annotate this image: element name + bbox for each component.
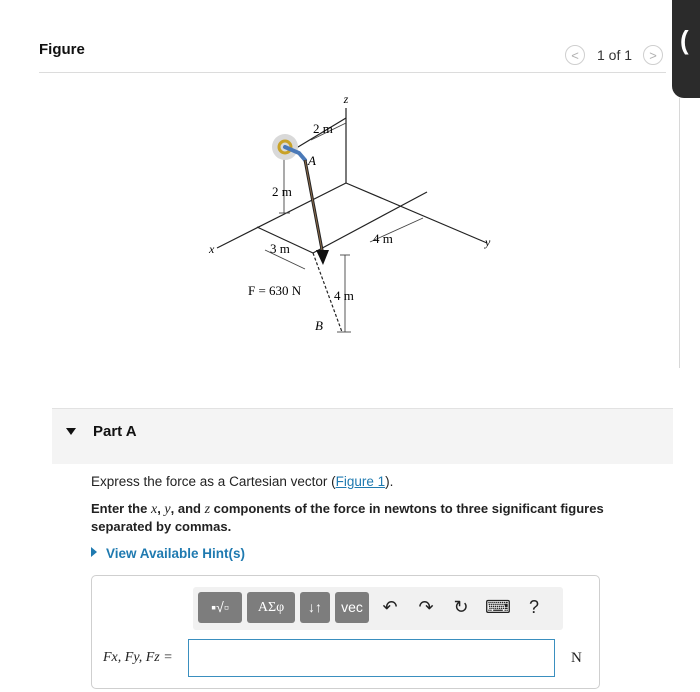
undo-icon[interactable]: ↶ [382, 597, 398, 617]
redo-icon[interactable]: ↷ [418, 597, 434, 617]
z-label: z [343, 92, 349, 106]
dim-3m-label: 3 m [270, 241, 290, 256]
question-prompt [91, 474, 393, 489]
var-y: y [164, 502, 171, 517]
force-figure [195, 90, 505, 340]
force-arrowhead [316, 250, 329, 265]
part-a-label: Part A [93, 423, 137, 440]
collapse-icon: ( [680, 25, 689, 55]
vector-button[interactable]: vec [335, 592, 369, 623]
help-icon[interactable]: ? [528, 597, 539, 617]
collapse-caret-icon[interactable] [66, 428, 76, 435]
figure-pager: 1 of 1 [597, 47, 633, 63]
collapse-panel-tab[interactable] [672, 0, 700, 98]
prompt-end: ). [385, 474, 394, 489]
y-axis [346, 183, 487, 243]
cable-highlight [305, 160, 322, 250]
figure-title: Figure [39, 41, 85, 58]
answer-input[interactable] [188, 639, 555, 677]
chevron-right-icon: > [649, 48, 657, 63]
instr-start: Enter the [91, 501, 151, 516]
prompt-text: Express the force as a Cartesian vector ( [91, 474, 336, 489]
front-right-edge [313, 192, 427, 253]
keyboard-icon[interactable]: ⌨ [485, 597, 511, 617]
point-b-label: B [315, 318, 323, 333]
prev-figure-button[interactable] [565, 45, 585, 65]
y-label: y [485, 235, 491, 249]
x-label: x [209, 242, 215, 256]
var-z: z [204, 502, 211, 517]
reset-icon[interactable]: ↻ [453, 597, 469, 617]
question-instructions [91, 500, 651, 535]
force-label: F = 630 N [248, 283, 302, 298]
answer-unit: N [571, 650, 582, 666]
answer-label: Fx, Fy, Fz = [103, 650, 173, 665]
greek-symbols-button[interactable]: ΑΣφ [247, 592, 295, 623]
chevron-left-icon: < [571, 48, 579, 63]
instr-and: , and [170, 501, 205, 516]
instr-comma: , [157, 501, 165, 516]
dim-4m-vertical-label: 4 m [334, 288, 354, 303]
figure-link[interactable]: Figure 1 [335, 474, 386, 489]
panel-divider [679, 98, 680, 368]
var-x: x [150, 502, 158, 517]
dim-4m-label: 4 m [373, 231, 393, 246]
hint-label: View Available Hint(s) [106, 546, 246, 561]
caret-right-icon [91, 547, 97, 557]
templates-button[interactable]: ▪√▫ [198, 592, 242, 623]
part-a-header[interactable] [52, 408, 673, 464]
point-a-label: A [308, 153, 316, 168]
view-hints-link[interactable] [91, 546, 245, 561]
subscript-button[interactable]: ↓↑ [300, 592, 330, 623]
next-figure-button[interactable] [643, 45, 663, 65]
dim-top-label: 2 m [313, 121, 333, 136]
header-divider [39, 72, 666, 73]
instr-end: components of the force in newtons to three significant figures separated by commas. [91, 501, 604, 534]
dim-left-label: 2 m [272, 184, 292, 199]
